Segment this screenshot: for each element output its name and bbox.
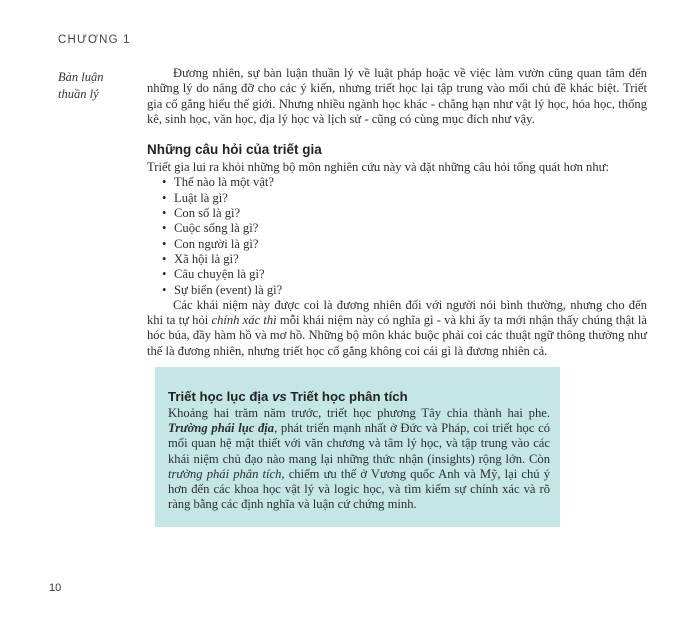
chapter-label: CHƯƠNG 1 (58, 34, 131, 46)
closing-paragraph (147, 298, 647, 359)
callout-body (168, 406, 550, 512)
callout-box (155, 367, 560, 527)
bullet-icon: • (162, 236, 167, 251)
intro-paragraph: Đương nhiên, sự bàn luận thuần lý về luật pháp hoặc về việc làm vườn cũng quan tâm đến những lý do nâng đỡ cho các ý kiến, nhưng triết học lại tập trung vào mối chủ đề khác biệt. Triết gia cố gắng hiểu thế giới. Nhưng nhiều ngành học khác - chẳng hạn như vật lý học, hóa học, thống kê, sinh học, văn học, địa lý học và lịch sử - cũng có cùng mục đích như vậy. (147, 66, 647, 126)
bullet-icon: • (162, 175, 167, 190)
closing-text: Các khái niệm này được coi là đương nhiên đối với người nói bình thường, nhưng cho đến khi ta tự hỏi (147, 297, 647, 328)
callout-text: , phát triển mạnh nhất ở Đức và Pháp, coi triết học có mối quan hệ mật thiết với văn chương và tâm lý học, và tập trung vào các khái niệm chủ đạo nào mang lại những thức nhận (insights) rộng lớn. Còn (168, 421, 550, 466)
main-text (147, 66, 647, 359)
callout-title-vs: vs (272, 389, 287, 404)
bullet-icon: • (162, 282, 167, 297)
question-text: Sự biến (event) là gì? (174, 282, 283, 297)
bullet-icon: • (162, 206, 167, 221)
question-text: Câu chuyện là gì? (174, 267, 265, 282)
bullet-icon: • (162, 251, 167, 266)
callout-title-text: Triết học phân tích (286, 389, 408, 404)
list-item (147, 175, 647, 190)
list-item (147, 267, 647, 282)
question-text: Cuộc sống là gì? (174, 221, 259, 236)
section-lead: Triết gia lui ra khỏi những bộ môn nghiên cứu này và đặt những câu hỏi tổng quát hơn như: (147, 160, 609, 175)
question-list (147, 175, 647, 297)
callout-text: Khoảng hai trăm năm trước, triết học phương Tây chia thành hai phe. (168, 406, 550, 420)
question-text: Xã hội là gì? (174, 251, 239, 266)
margin-note (58, 69, 138, 103)
bullet-icon: • (162, 190, 167, 205)
question-text: Luật là gì? (174, 190, 228, 205)
callout-text: , chiếm ưu thế ở Vương quốc Anh và Mỹ, lại chú ý hơn đến các khoa học vật lý và logic học, và tìm kiếm sự chính xác và rõ ràng bằng các định nghĩa và luận cứ chứng minh. (168, 466, 550, 512)
question-text: Con số là gì? (174, 206, 241, 221)
callout-title-text: Triết học lục địa (168, 389, 273, 404)
list-item (147, 206, 647, 221)
page-number: 10 (49, 582, 62, 594)
list-item (147, 191, 647, 206)
bullet-icon: • (162, 221, 167, 236)
question-text: Con người là gì? (174, 236, 259, 251)
margin-note-line: thuần lý (58, 87, 99, 101)
list-item (147, 237, 647, 252)
closing-emphasis: chính xác thì (211, 313, 277, 328)
callout-term: trường phái phân tích (168, 466, 282, 481)
list-item (147, 221, 647, 236)
callout-title (168, 389, 550, 405)
closing-text: mỗi khái niệm này có nghĩa gì - và khi ấy ta mới nhận thấy chúng thật là hóc búa, đầy hàm hồ và mơ hồ. Những bộ môn khác buộc phải coi các thuật ngữ thông thường như thế là đương nhiên, nhưng triết học cố gắng không coi cái gì là đương nhiên cả. (147, 313, 647, 358)
margin-note-line: Bàn luận (58, 70, 104, 84)
list-item (147, 283, 647, 298)
list-item (147, 252, 647, 267)
bullet-icon: • (162, 267, 167, 282)
section-heading: Những câu hỏi của triết gia (147, 142, 322, 158)
callout-term: Trường phái lục địa (168, 421, 275, 436)
question-text: Thế nào là một vật? (174, 175, 275, 190)
